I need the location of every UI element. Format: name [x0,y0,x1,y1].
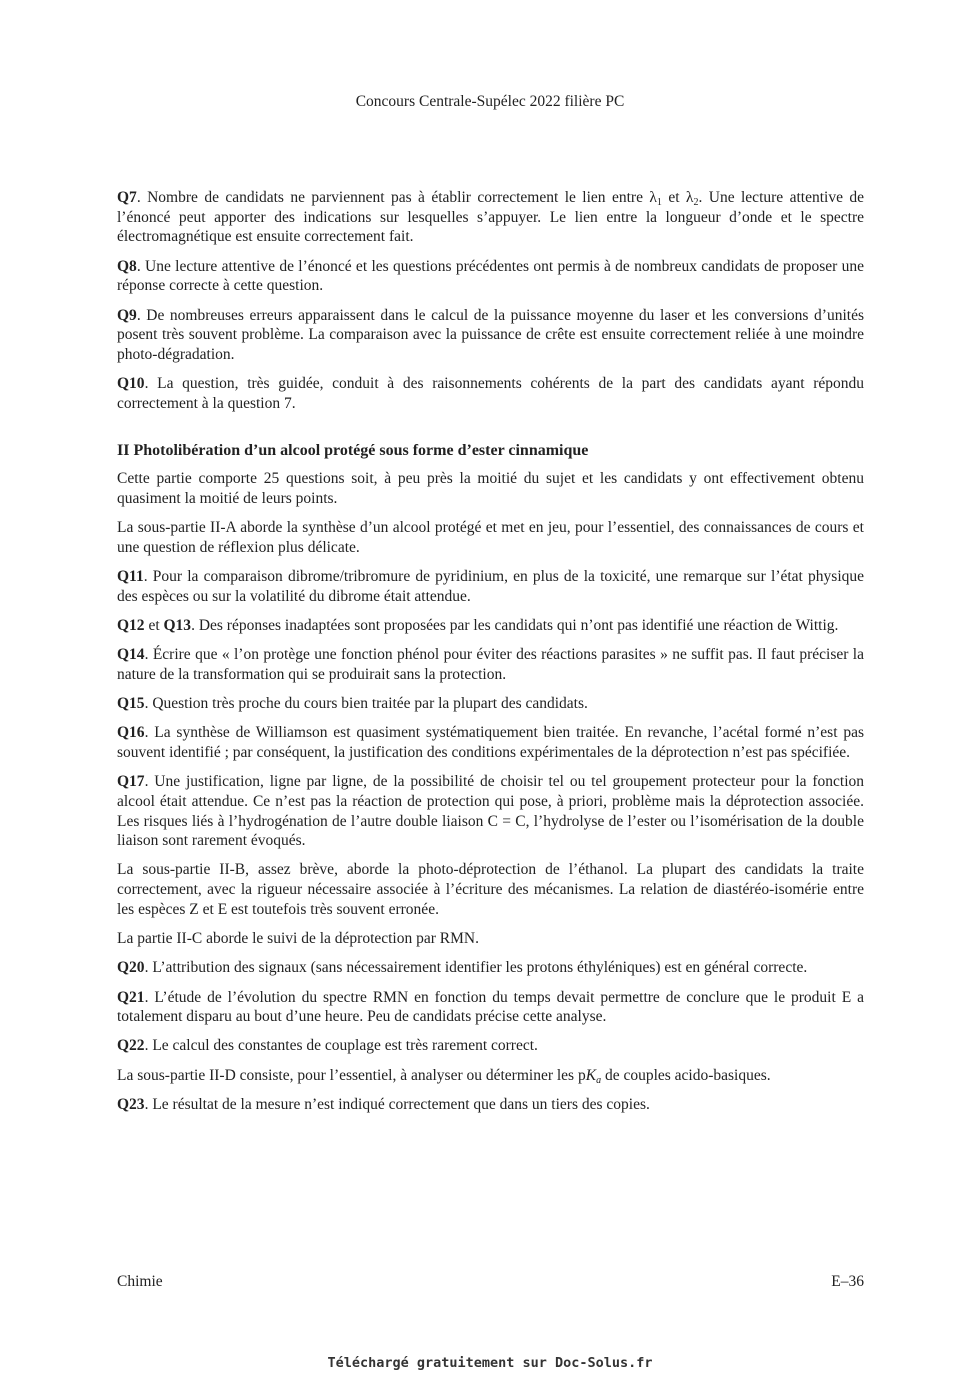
paragraph-q22: Q22. Le calcul des constantes de couplage est très rarement correct. [117,1037,538,1055]
paragraph-q15: Q15. Question très proche du cours bien traitée par la plupart des candidats. [117,695,588,713]
page-header: Concours Centrale-Supélec 2022 filière PC [355,93,625,110]
question-label: Q10 [117,375,145,393]
question-label: Q22 [117,1037,145,1055]
question-label: Q20 [117,959,145,977]
question-label: Q12 [117,616,145,634]
question-label: Q15 [117,695,145,713]
paragraph-iib: La sous-partie II-B, assez brève, aborde la photo-déprotection de l’éthanol. La plupart des candidats la traite correctement, avec la rigueur nécessaire associée à l’écriture des mécanismes. La relation de diastéréo-isomérie entre les espèces Z et E est toutefois très souvent erronée. [117,861,864,918]
question-label: Q21 [117,988,145,1006]
question-label: Q9 [117,306,137,324]
question-label: Q7 [117,189,137,206]
section-title: II Photolibération d’un alcool protégé sous forme d’ester cinnamique [117,441,589,459]
paragraph-q17: Q17. Une justification, ligne par ligne, de la possibilité de choisir tel ou tel groupement protecteur pour la fonction alcool était attendue. Ce n’est pas la réaction de protection qui pose, à priori, problème mais la déprotection associée. Les risques liés à l’hydrogénation de l’autre double liaison C = C, l’hydrolyse de l’ester ou l’isomérisation de la double liaison sont rarement évoqués. [117,773,864,850]
question-label: Q23 [117,1095,145,1113]
question-label: Q11 [117,568,144,586]
paragraph-iia: La sous-partie II-A aborde la synthèse d’un alcool protégé et met en jeu, pour l’essentiel, des connaissances de cours et une question de réflexion plus délicate. [117,519,864,556]
paragraph-q14: Q14. Écrire que « l’on protège une fonction phénol pour éviter des réactions parasites » ne suffit pas. Il faut préciser la nature de la transformation qui se produirait sans la protection. [117,646,864,683]
report-body [117,188,864,1124]
question-label: Q13 [163,616,192,634]
paragraph-q8: Q8. Une lecture attentive de l’énoncé et les questions précédentes ont permis à de nombreux candidats de proposer une réponse correcte à cette question. [117,257,864,295]
question-label: Q16 [117,724,145,742]
paragraph-q23: Q23. Le résultat de la mesure n’est indiqué correctement que dans un tiers des copies. [117,1095,650,1113]
question-label: Q17 [117,773,145,791]
question-label: Q14 [117,646,145,664]
paragraph-q10: Q10. La question, très guidée, conduit à des raisonnements cohérents de la part des candidats ayant répondu correctement à la question 7. [117,375,864,412]
paragraph-intro: Cette partie comporte 25 questions soit, à peu près la moitié du sujet et les candidats y ont effectivement obtenu quasiment la moitié de leurs points. [117,470,864,507]
paragraph-iid: La sous-partie II-D consiste, pour l’essentiel, à analyser ou déterminer les $pK_a$ de couples acido-basiques. [117,1066,771,1086]
paragraph-iic: La partie II-C aborde le suivi de la déprotection par RMN. [117,930,479,948]
paragraph-q9: Q9. De nombreuses erreurs apparaissent dans le calcul de la puissance moyenne du laser et les conversions d’unités posent très souvent problème. La comparaison avec la puissance de crête est ensuite correctement reliée à une moindre photo-dégradation. [117,306,864,363]
download-watermark: Téléchargé gratuitement sur Doc-Solus.fr [327,1355,653,1371]
paragraph-q12-q13: Q12 et Q13. Des réponses inadaptées sont proposées par les candidats qui n’ont pas identifié une réaction de Wittig. [117,616,839,634]
footer-subject: Chimie [117,1273,163,1290]
question-label: Q8 [117,257,137,275]
footer-page-number: E–36 [831,1273,864,1290]
paragraph-q20: Q20. L’attribution des signaux (sans nécessairement identifier les protons éthyléniques) est en général correcte. [117,959,808,977]
paragraph-q7: Q7. Nombre de candidats ne parviennent pas à établir correctement le lien entre $\lambda_1$ et $\lambda_2$. Une lecture attentive de l’énoncé peut apporter des indications sur lesquelles s’appuyer. Le lien entre la longueur d’onde et le spectre électromagnétique est ensuite correctement fait. [117,189,865,246]
paragraph-q16: Q16. La synthèse de Williamson est quasiment systématiquement bien traitée. En revanche, l’acétal formé n’est pas souvent identifié ; par conséquent, la justification des conditions expérimentales de la déprotection n’est pas spécifiée. [117,724,864,761]
paragraph-q21: Q21. L’étude de l’évolution du spectre RMN en fonction du temps devait permettre de conclure que le produit E a totalement disparu au bout d’une heure. Peu de candidats précise cette analyse. [117,988,864,1026]
paragraph-q11: Q11. Pour la comparaison dibrome/tribromure de pyridinium, en plus de la toxicité, une remarque sur l’état physique des espèces ou sur la volatilité du dibrome était attendue. [117,568,864,605]
